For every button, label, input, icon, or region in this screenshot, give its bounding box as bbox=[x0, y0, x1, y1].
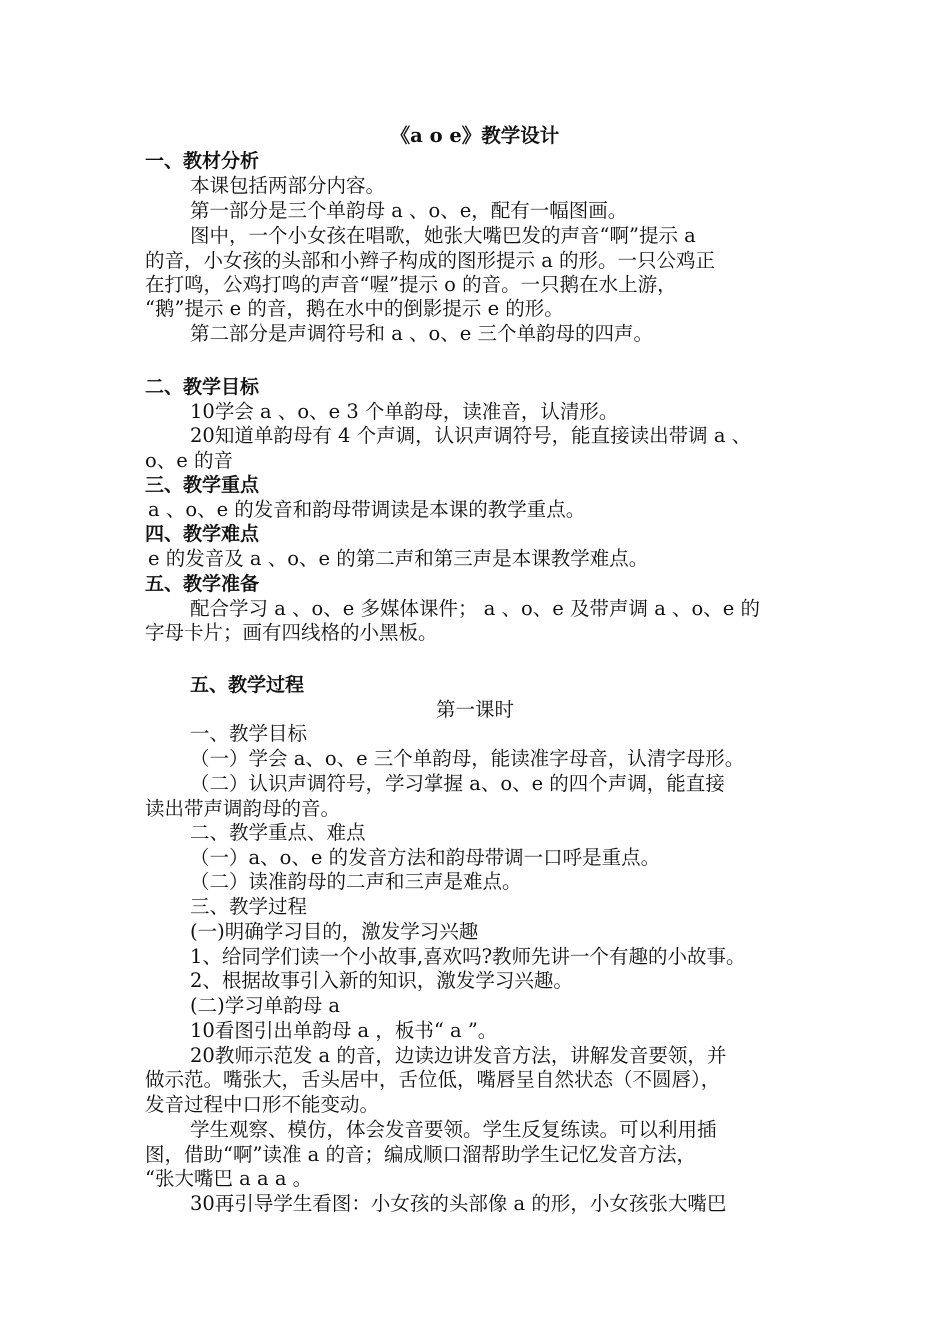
paragraph: 配合学习 a 、o、e 多媒体课件； a 、o、e 及带声调 a 、o、e 的 bbox=[190, 597, 761, 620]
document-title: 《a o e》教学设计 bbox=[390, 124, 560, 147]
section-heading-goals: 二、教学目标 bbox=[145, 376, 260, 398]
paragraph: 本课包括两部分内容。 bbox=[190, 174, 386, 197]
paragraph: 1、给同学们读一个小故事,喜欢吗?教师先讲一个有趣的小故事。 bbox=[190, 945, 746, 968]
paragraph: 的音，小女孩的头部和小辫子构成的图形提示 a 的形。一只公鸡正 bbox=[145, 249, 716, 272]
subheading: 二、教学重点、难点 bbox=[190, 821, 366, 844]
paragraph: 第二部分是声调符号和 a 、o、e 三个单韵母的四声。 bbox=[190, 322, 654, 345]
paragraph: o、e 的音 bbox=[145, 449, 233, 472]
section-heading-analysis: 一、教材分析 bbox=[145, 150, 260, 172]
section-heading-process: 五、教学过程 bbox=[190, 674, 305, 696]
paragraph: 10看图引出单韵母 a ，板书“ a ”。 bbox=[190, 1019, 498, 1042]
section-heading-key-points: 三、教学重点 bbox=[145, 474, 260, 496]
subheading: 三、教学过程 bbox=[190, 895, 308, 918]
paragraph: 学生观察、模仿，体会发音要领。学生反复练读。可以利用插 bbox=[190, 1118, 717, 1141]
paragraph: 图，借助“啊”读准 a 的音；编成顺口溜帮助学生记忆发音方法， bbox=[145, 1143, 696, 1166]
paragraph: 图中，一个小女孩在唱歌，她张大嘴巴发的声音“啊”提示 a bbox=[190, 224, 696, 247]
paragraph: 在打鸣，公鸡打鸣的声音“喔”提示 o 的音。一只鹅在水上游， bbox=[145, 273, 677, 296]
paragraph: 10学会 a 、o、e 3 个单韵母，读准音，认清形。 bbox=[190, 400, 619, 423]
paragraph: 发音过程中口形不能变动。 bbox=[145, 1093, 380, 1116]
section-heading-preparation: 五、教学准备 bbox=[145, 573, 260, 595]
paragraph: （二）认识声调符号，学习掌握 a、o、e 的四个声调，能直接 bbox=[190, 772, 725, 795]
subheading: 一、教学目标 bbox=[190, 722, 308, 745]
paragraph: 做示范。嘴张大，舌头居中，舌位低，嘴唇呈自然状态（不圆唇）， bbox=[145, 1068, 721, 1091]
paragraph: e 的发音及 a 、o、e 的第二声和第三声是本课教学难点。 bbox=[148, 547, 649, 570]
paragraph: (一)明确学习目的，激发学习兴趣 bbox=[190, 920, 479, 943]
paragraph: 20知道单韵母有 4 个声调，认识声调符号，能直接读出带调 a 、 bbox=[190, 424, 752, 447]
paragraph: (二)学习单韵母 a bbox=[190, 994, 341, 1017]
paragraph: 字母卡片；画有四线格的小黑板。 bbox=[145, 621, 438, 644]
paragraph: 第一部分是三个单韵母 a 、o、e，配有一幅图画。 bbox=[190, 199, 628, 222]
paragraph: 30再引导学生看图：小女孩的头部像 a 的形，小女孩张大嘴巴 bbox=[190, 1192, 727, 1215]
section-heading-difficulties: 四、教学难点 bbox=[145, 523, 260, 545]
paragraph: 读出带声调韵母的音。 bbox=[145, 797, 341, 820]
lesson-heading: 第一课时 bbox=[435, 698, 514, 721]
paragraph: a 、o、e 的发音和韵母带调读是本课的教学重点。 bbox=[148, 498, 586, 521]
paragraph: （一）学会 a、o、e 三个单韵母，能读准字母音，认清字母形。 bbox=[190, 747, 745, 770]
paragraph: “鹅”提示 e 的音，鹅在水中的倒影提示 e 的形。 bbox=[145, 297, 564, 320]
paragraph: 20教师示范发 a 的音，边读边讲发音方法，讲解发音要领，并 bbox=[190, 1044, 727, 1067]
paragraph: （二）读准韵母的二声和三声是难点。 bbox=[190, 870, 522, 893]
paragraph: “张大嘴巴 a a a 。 bbox=[145, 1167, 313, 1190]
paragraph: 2、根据故事引入新的知识，激发学习兴趣。 bbox=[190, 969, 573, 992]
paragraph: （一）a、o、e 的发音方法和韵母带调一口呼是重点。 bbox=[190, 846, 661, 869]
